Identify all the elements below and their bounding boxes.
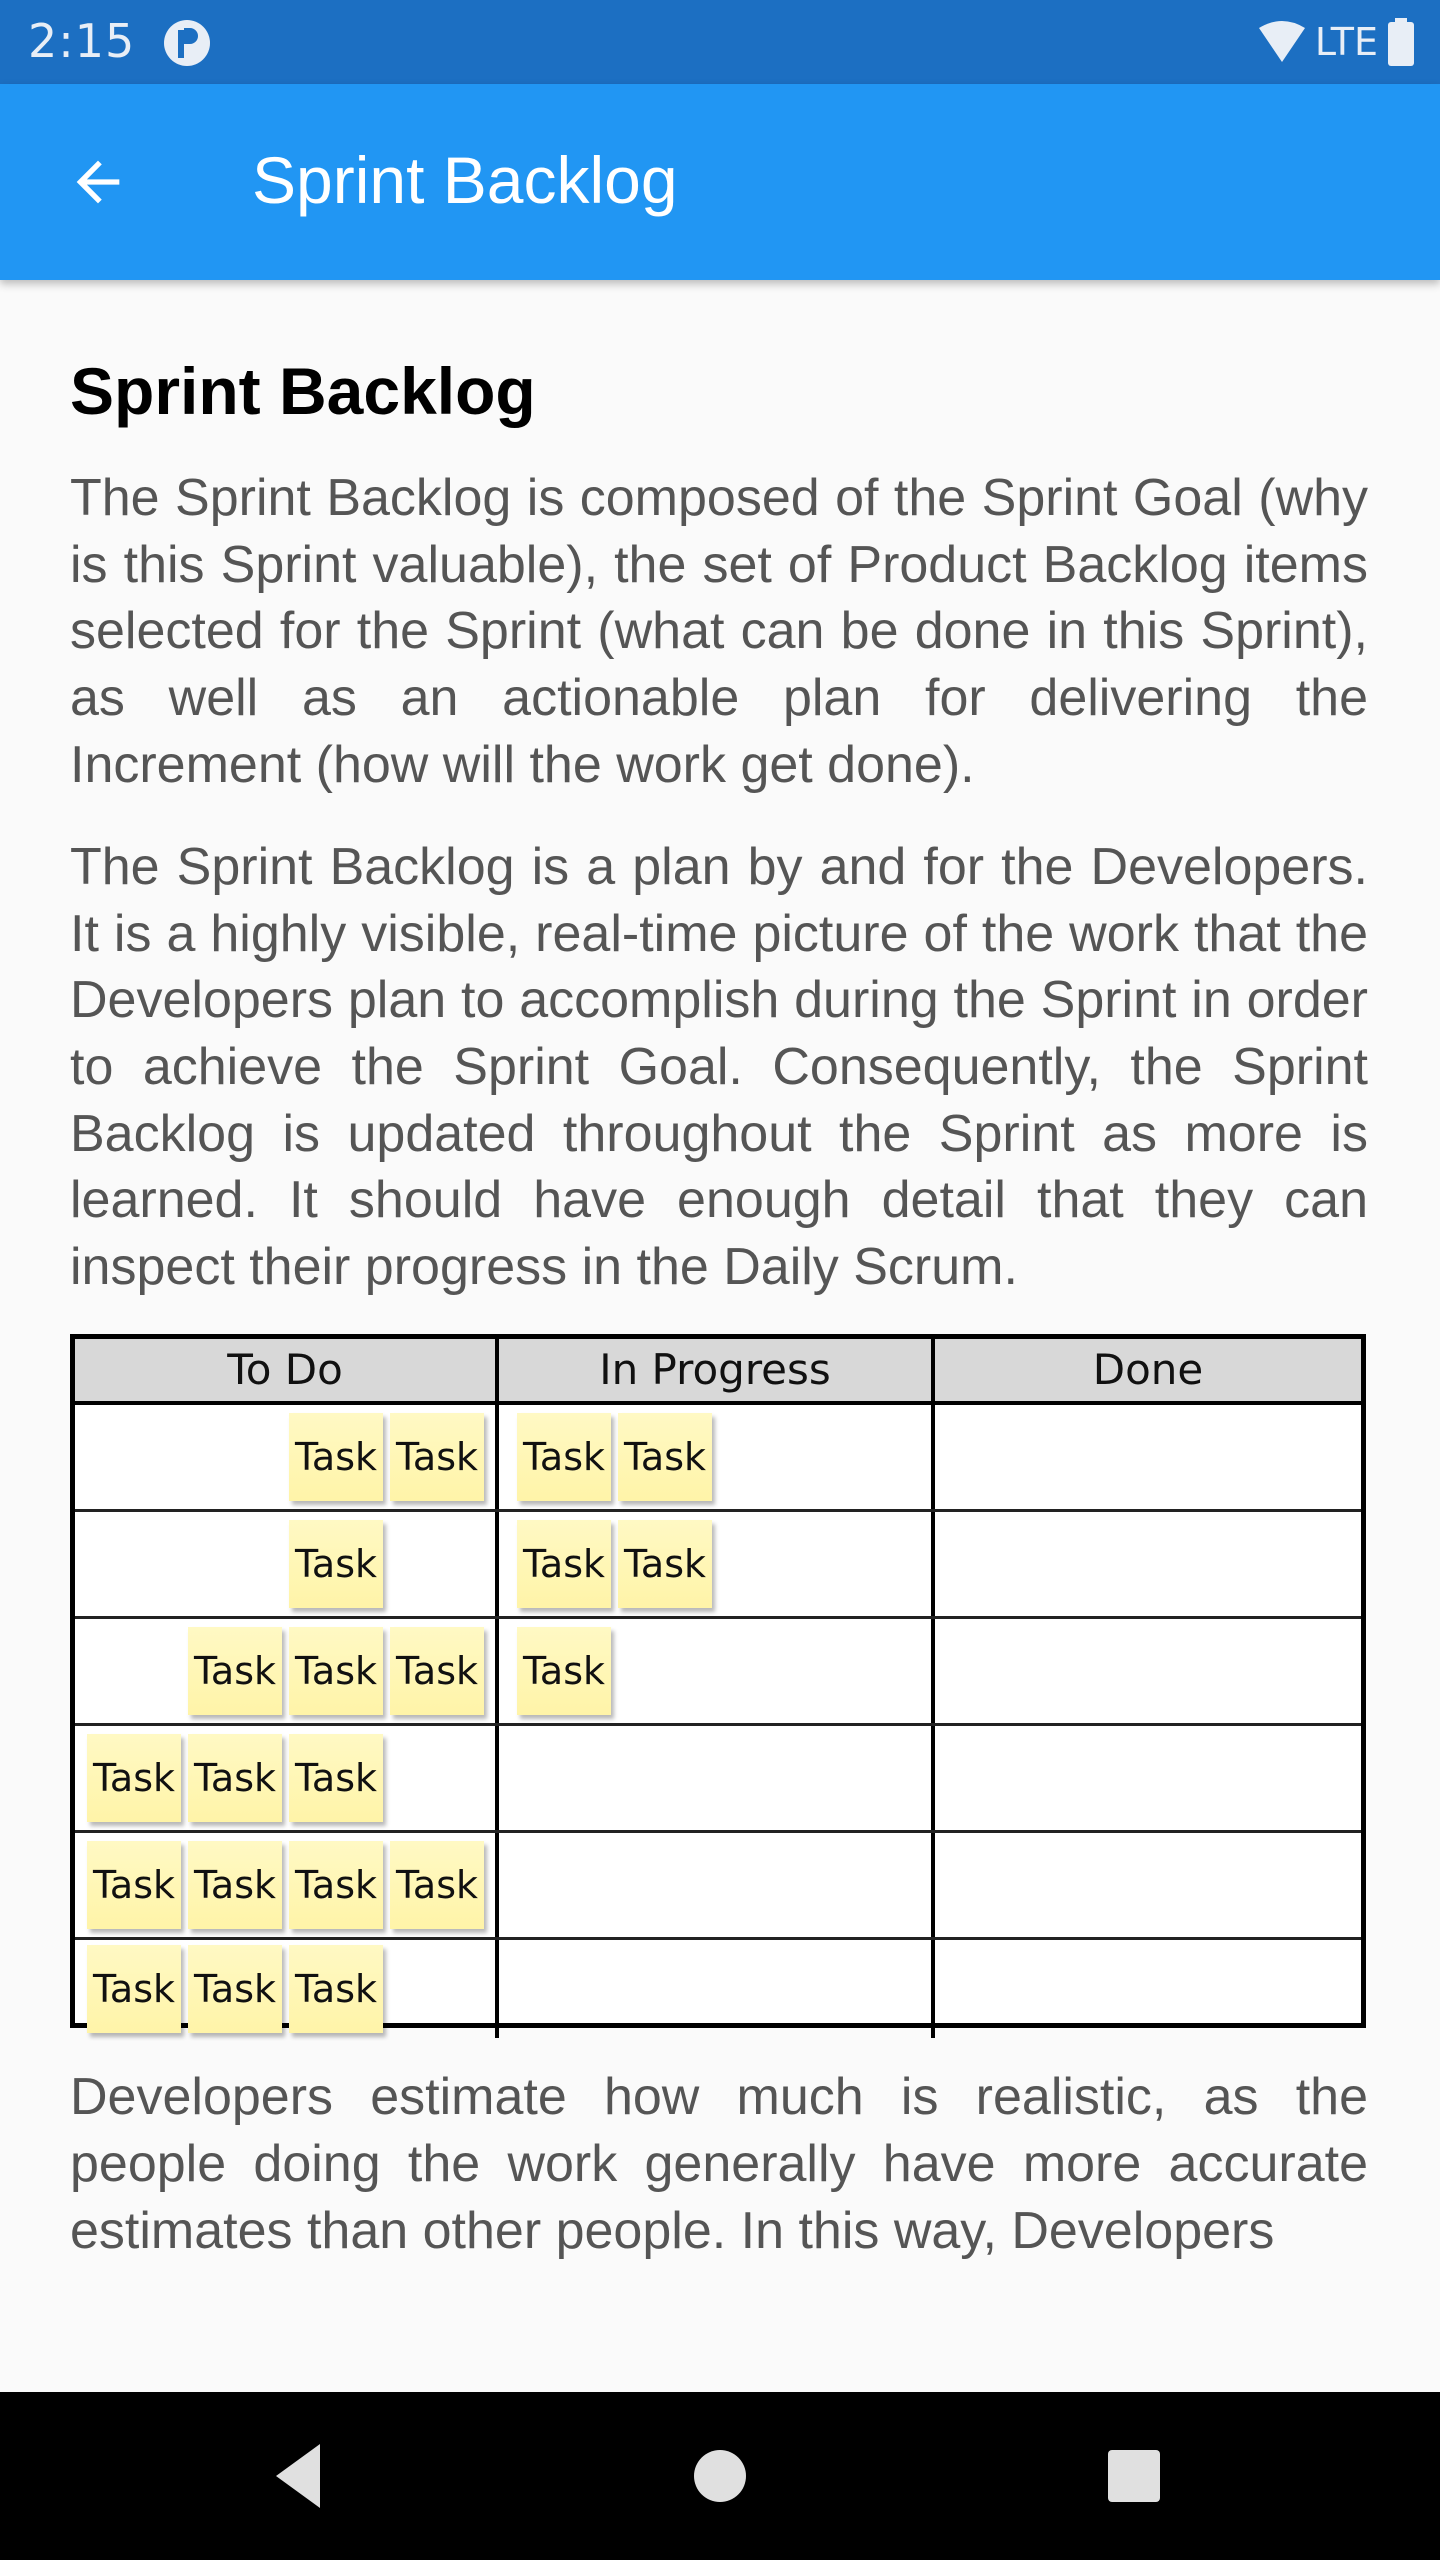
task-note: Task	[188, 1734, 282, 1822]
task-note: Task	[87, 1945, 181, 2033]
status-time: 2:15	[28, 14, 136, 68]
task-note: Task	[289, 1734, 383, 1822]
task-note: Task	[188, 1841, 282, 1929]
paragraph-1: The Sprint Backlog is composed of the Sprint Goal (why is this Sprint valuable), the set of Product Backlog items selected for the Sprint (what can be done in this Sprint), as well as an actionable plan for delivering the Increment (how will the work get done).	[70, 469, 1368, 794]
in-progress-cell	[499, 1405, 935, 1509]
done-cell	[935, 1940, 1361, 2038]
todo-cell	[75, 1619, 499, 1723]
back-triangle-icon[interactable]	[262, 2436, 342, 2516]
app-bar-title: Sprint Backlog	[252, 143, 678, 217]
in-progress-cell	[499, 1833, 935, 1937]
todo-cell	[75, 1726, 499, 1830]
task-note: Task	[618, 1520, 712, 1608]
board-row	[75, 1726, 1361, 1833]
done-cell	[935, 1833, 1361, 1937]
done-cell	[935, 1405, 1361, 1509]
todo-cell	[75, 1512, 499, 1616]
task-note: Task	[87, 1841, 181, 1929]
todo-cell	[75, 1405, 499, 1509]
done-cell	[935, 1726, 1361, 1830]
board-row	[75, 1512, 1361, 1619]
column-header-done: Done	[1092, 1345, 1204, 1395]
status-bar	[0, 0, 1440, 84]
article-content[interactable]	[70, 280, 1368, 2392]
status-icons	[1257, 16, 1416, 68]
battery-icon	[1386, 18, 1416, 66]
column-header-todo: To Do	[75, 1339, 499, 1401]
board-row	[75, 1405, 1361, 1512]
task-note: Task	[390, 1627, 484, 1715]
paragraph-3: Developers estimate how much is realistic, as the people doing the work generally have more accurate estimates than other people. In this way, Developers	[70, 2068, 1368, 2260]
in-progress-cell	[499, 1619, 935, 1723]
column-header-in-progress: In Progress	[499, 1339, 935, 1401]
task-note: Task	[188, 1945, 282, 2033]
done-cell	[935, 1619, 1361, 1723]
home-circle-icon[interactable]	[680, 2436, 760, 2516]
in-progress-cell	[499, 1940, 935, 2038]
wifi-icon	[1257, 20, 1307, 64]
system-nav-bar	[0, 2392, 1440, 2560]
task-note: Task	[289, 1945, 383, 2033]
arrow-back-icon	[66, 150, 130, 214]
app-notification-icon	[162, 18, 212, 68]
done-cell	[935, 1512, 1361, 1616]
board-row	[75, 1940, 1361, 2038]
task-note: Task	[517, 1520, 611, 1608]
task-note: Task	[289, 1627, 383, 1715]
board-header	[75, 1339, 1361, 1405]
task-note: Task	[87, 1734, 181, 1822]
recents-square-icon[interactable]	[1094, 2436, 1174, 2516]
board-row	[75, 1619, 1361, 1726]
in-progress-cell	[499, 1726, 935, 1830]
task-note: Task	[618, 1413, 712, 1501]
todo-cell	[75, 1833, 499, 1937]
task-note: Task	[289, 1413, 383, 1501]
task-note: Task	[188, 1627, 282, 1715]
board-row	[75, 1833, 1361, 1940]
in-progress-cell	[499, 1512, 935, 1616]
page-title: Sprint Backlog	[70, 354, 536, 428]
back-button[interactable]	[40, 128, 156, 236]
task-note: Task	[390, 1413, 484, 1501]
task-note: Task	[517, 1627, 611, 1715]
paragraph-2: The Sprint Backlog is a plan by and for the Developers. It is a highly visible, real-time picture of the work that the Developers plan to accomplish during the Sprint in order to achieve the Sprint Goal. Consequently, the Sprint Backlog is updated throughout the Sprint as more is learned. It should have enough detail that they can inspect their progress in the Daily Scrum.	[70, 838, 1368, 1296]
network-type: LTE	[1314, 20, 1378, 64]
todo-cell	[75, 1940, 499, 2038]
scrum-board-image	[70, 1334, 1366, 2028]
task-note: Task	[289, 1841, 383, 1929]
task-note: Task	[289, 1520, 383, 1608]
task-note: Task	[390, 1841, 484, 1929]
task-note: Task	[517, 1413, 611, 1501]
app-bar	[0, 84, 1440, 280]
